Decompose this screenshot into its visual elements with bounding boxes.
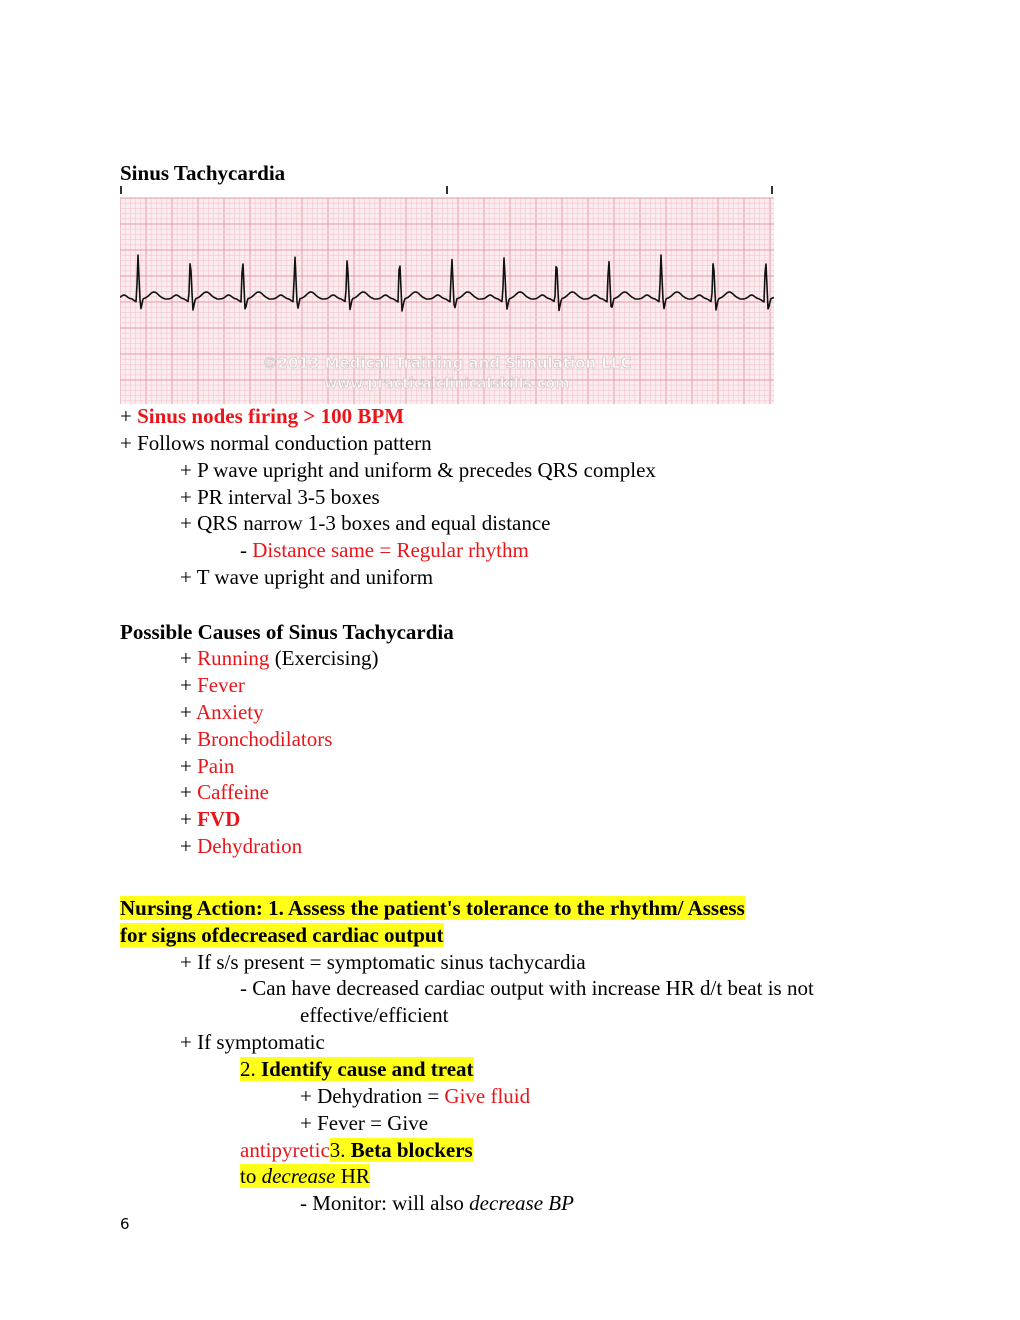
- decrease-hr: to decrease HR: [240, 1164, 370, 1188]
- monitor-bp: - Monitor: will also decrease BP: [300, 1191, 574, 1215]
- section-heading: Sinus Tachycardia: [120, 161, 286, 185]
- symptomatic-present: + If s/s present = symptomatic sinus tachycardia: [180, 950, 586, 974]
- cardiac-output-note: - Can have decreased cardiac output with increase HR d/t beat is not: [240, 976, 814, 1000]
- if-symptomatic: + If symptomatic: [180, 1030, 325, 1054]
- criterion-pr-interval: + PR interval 3-5 boxes: [180, 485, 380, 509]
- ecg-paper: [120, 198, 774, 404]
- cause-dehydration: + Dehydration: [180, 834, 303, 858]
- criterion-regular-rhythm: - Distance same = Regular rhythm: [240, 538, 529, 562]
- criterion-t-wave: + T wave upright and uniform: [180, 565, 434, 589]
- cause-fever: + Fever: [180, 673, 245, 697]
- cardiac-output-note-cont: effective/efficient: [300, 1003, 449, 1027]
- cause-fvd: + FVD: [180, 807, 241, 831]
- step-identify-cause: 2. Identify cause and treat: [240, 1057, 474, 1081]
- antipyretic-and-beta-blockers: antipyretic3. Beta blockers: [240, 1138, 473, 1162]
- treat-fever: + Fever = Give: [300, 1111, 429, 1135]
- ecg-strip: [120, 186, 774, 404]
- causes-heading: Possible Causes of Sinus Tachycardia: [120, 620, 454, 644]
- cause-anxiety: + Anxiety: [180, 700, 264, 724]
- ecg-watermark-line1: ©2013 Medical Training and Simulation LLC: [262, 354, 632, 372]
- ecg-watermark-line2: www.practicalclinicalskills.com: [324, 376, 570, 392]
- criterion-rate: + Sinus nodes firing > 100 BPM: [120, 404, 405, 428]
- cause-bronchodilators: + Bronchodilators: [180, 727, 333, 751]
- treat-dehydration: + Dehydration = Give fluid: [300, 1084, 531, 1108]
- criterion-p-wave: + P wave upright and uniform & precedes QRS complex: [180, 458, 656, 482]
- page-number: 6: [120, 1215, 130, 1233]
- cause-running: + Running (Exercising): [180, 646, 379, 670]
- nursing-action-line2: for signs ofdecreased cardiac output: [120, 923, 444, 947]
- nursing-action-line1: Nursing Action: 1. Assess the patient's tolerance to the rhythm/ Assess: [120, 896, 745, 920]
- cause-pain: + Pain: [180, 754, 235, 778]
- criterion-qrs: + QRS narrow 1-3 boxes and equal distance: [180, 511, 551, 535]
- criterion-conduction: + Follows normal conduction pattern: [120, 431, 432, 455]
- cause-caffeine: + Caffeine: [180, 780, 270, 804]
